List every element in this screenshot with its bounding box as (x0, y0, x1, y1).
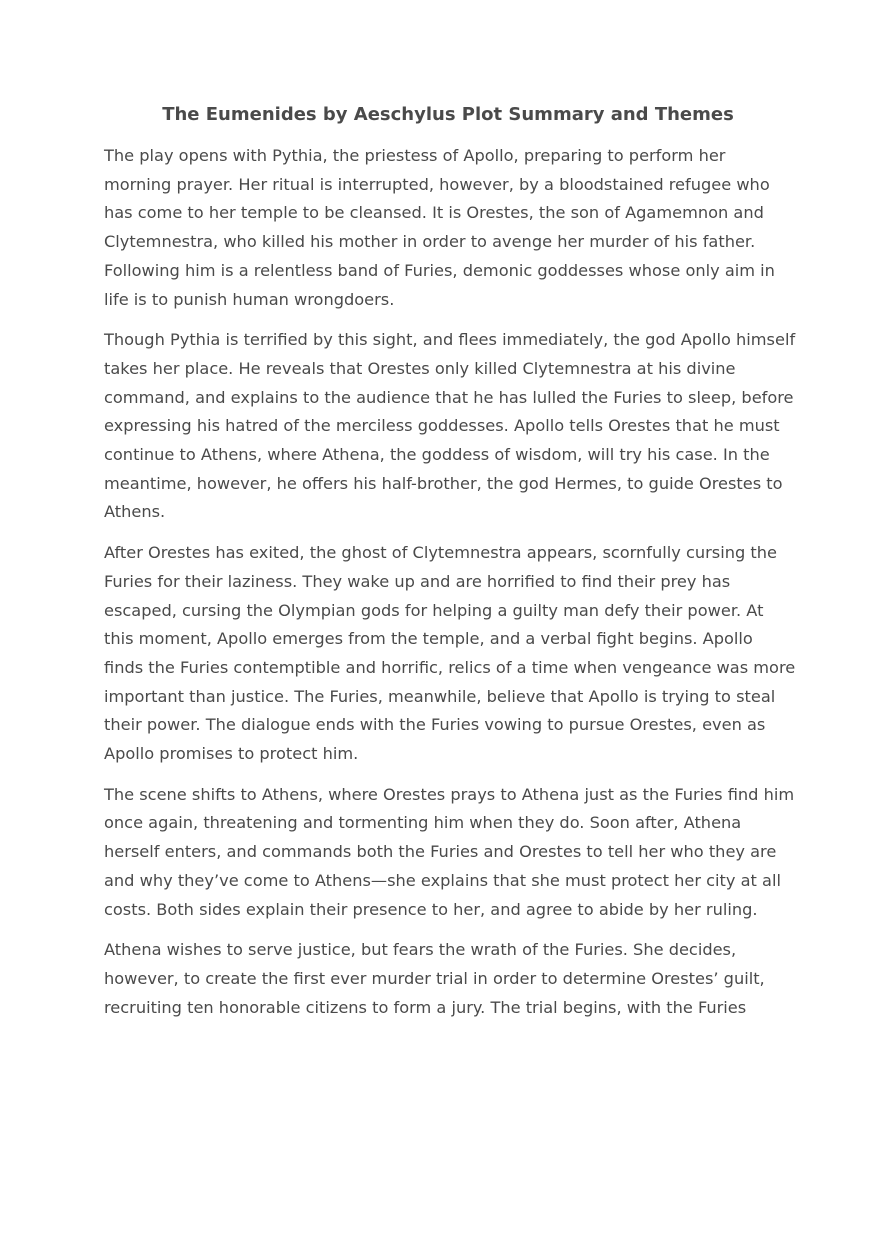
document-body (104, 142, 796, 1034)
paragraph-1: The play opens with Pythia, the priestess of Apollo, preparing to perform her morning prayer. Her ritual is interrupted, however, by a bloodstained refugee who has come to her temple to be cleansed. It is Orestes, the son of Agamemnon and Clytemnestra, who killed his mother in order to avenge her murder of his father. Following him is a relentless band of Furies, demonic goddesses whose only aim in life is to punish human wrongdoers. (104, 146, 775, 309)
paragraph-5: Athena wishes to serve justice, but fears the wrath of the Furies. She decides, however, to create the first ever murder trial in order to determine Orestes’ guilt, recruiting ten honorable citizens to form a jury. The trial begins, with the Furies (104, 940, 765, 1017)
paragraph-2: Though Pythia is terrified by this sight, and flees immediately, the god Apollo himself takes her place. He reveals that Orestes only killed Clytemnestra at his divine command, and explains to the audience that he has lulled the Furies to sleep, before expressing his hatred of the merciless goddesses. Apollo tells Orestes that he must continue to Athens, where Athena, the goddess of wisdom, will try his case. In the meantime, however, he offers his half-brother, the god Hermes, to guide Orestes to Athens. (104, 330, 796, 522)
page-title: The Eumenides by Aeschylus Plot Summary and Themes (162, 104, 734, 125)
paragraph-3: After Orestes has exited, the ghost of Clytemnestra appears, scornfully cursing the Furies for their laziness. They wake up and are horrified to find their prey has escaped, cursing the Olympian gods for helping a guilty man defy their power. At this moment, Apollo emerges from the temple, and a verbal fight begins. Apollo finds the Furies contemptible and horrific, relics of a time when vengeance was more important than justice. The Furies, meanwhile, believe that Apollo is trying to steal their power. The dialogue ends with the Furies vowing to pursue Orestes, even as Apollo promises to protect him. (104, 543, 796, 764)
paragraph-4: The scene shifts to Athens, where Orestes prays to Athena just as the Furies find him once again, threatening and tormenting him when they do. Soon after, Athena herself enters, and commands both the Furies and Orestes to tell her who they are and why they’ve come to Athens—she explains that she must protect her city at all costs. Both sides explain their presence to her, and agree to abide by her ruling. (104, 784, 795, 919)
